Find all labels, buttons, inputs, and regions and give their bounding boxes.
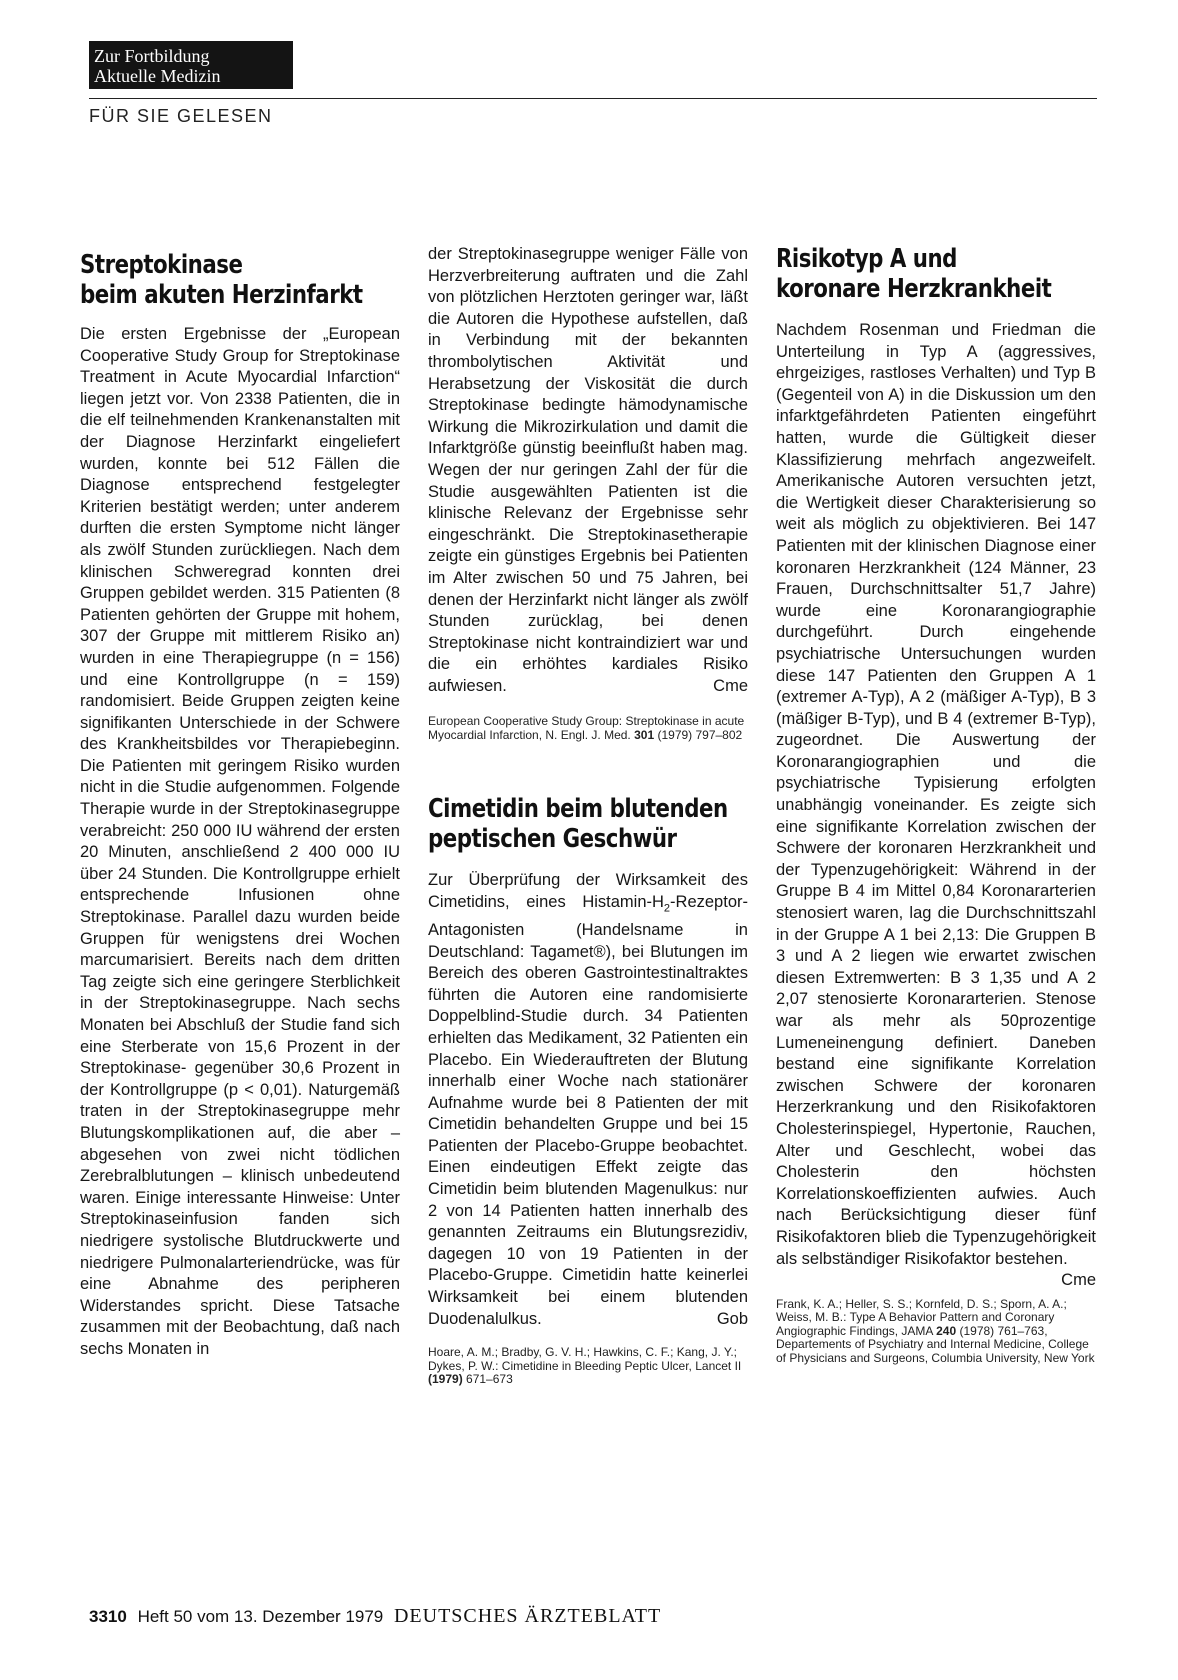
article1-reference-rest: (1979) 797–802 <box>657 727 743 742</box>
section-label-line2: Aktuelle Medizin <box>94 66 221 86</box>
article2-signature: Gob <box>716 1309 748 1328</box>
header-rule <box>89 98 1097 99</box>
article2-reference-volume: (1979) <box>428 1372 463 1387</box>
article2-body-before: Zur Überprüfung der Wirksamkeit des Cimetidins, eines Histamin-H <box>428 871 748 912</box>
article3-reference <box>776 1292 1096 1366</box>
article2-body <box>428 870 748 1330</box>
column-1 <box>80 250 400 1361</box>
article2-reference <box>428 1340 748 1387</box>
column-3 <box>776 244 1096 1365</box>
column-2 <box>428 244 748 1387</box>
article1-signature: Cme <box>713 676 748 695</box>
article3-title-line2: koronare Herzkrankheit <box>776 274 1052 304</box>
article2-reference-rest: 671–673 <box>466 1372 513 1387</box>
article3-reference-text: Frank, K. A.; Heller, S. S.; Kornfeld, D. S.; Sporn, A. A.; Weiss, M. B.: Type A Behavior Pattern and Coronary Angiographic Findings, JAMA <box>776 1296 1067 1338</box>
article3-signature: Cme <box>1061 1271 1096 1290</box>
article3-title <box>776 244 1052 310</box>
article3-reference-rest: (1978) 761–763, Departements of Psychiatry and Internal Medicine, College of Physicians and Surgeons, Columbia University, New York <box>776 1323 1095 1365</box>
article2-body-after: -Rezeptor-Antagonisten (Handelsname in Deutschland: Tagamet®), bei Blutungen im Bereich des oberen Gastrointestinaltraktes führten die Autoren eine randomisierte Doppelblind-Studie durch. 34 Patienten erhielten das Medikament, 32 Patienten ein Placebo. Ein Wiederauftreten der Blutung innerhalb einer Woche nach stationärer Aufnahme wurde bei 8 Patienten der mit Cimetidin behandelten Gruppe und bei 15 Patienten der Placebo-Gruppe beobachtet. Einen eindeutigen Effekt zeigte das Cimetidin beim blutenden Magenulkus: nur 2 von 14 Patienten hatten innerhalb des genannten Zeitraums ein Blutungsrezidiv, dagegen 10 von 19 Patienten in der Placebo-Gruppe. Cimetidin hatte keinerlei Wirksamkeit bei einem blutenden Duodenalulkus. <box>428 893 748 1328</box>
article2-title-line1: Cimetidin beim blutenden <box>428 794 728 825</box>
article1-title-line1: Streptokinase <box>80 250 243 280</box>
article3-title-line1: Risikotyp A und <box>776 244 957 274</box>
article3-body <box>776 320 1096 1290</box>
article1-body-part2 <box>428 244 748 697</box>
issue-info: Heft 50 vom 13. Dezember 1979 <box>137 1607 384 1626</box>
section-label-box <box>89 41 293 89</box>
article1-title-line2: beim akuten Herzinfarkt <box>80 280 363 310</box>
article3-reference-volume: 240 <box>936 1323 957 1338</box>
article2-reference-text: Hoare, A. M.; Bradby, G. V. H.; Hawkins, C. F.; Kang, J. Y.; Dykes, P. W.: Cimetidine in Bleeding Peptic Ulcer, Lancet II <box>428 1345 742 1373</box>
article2-body-subscript: 2 <box>663 902 671 915</box>
article2-title <box>428 794 728 860</box>
article1-body-part2-text: der Streptokinasegruppe weniger Fälle von Herzverbreiterung auftraten und die Zahl von plötzlichen Herztoten geringer war, läßt die Autoren die Hypothese aufstellen, daß in Verbindung mit der bekannten thrombolytischen Aktivität und Herabsetzung der Viskosität die durch Streptokinase bedingte hämodynamische Wirkung die Mikrozirkulation und damit die Infarktgröße günstig beeinflußt haben mag. Wegen der nur geringen Zahl der für die Studie ausgewählten Patienten ist die klinische Relevanz der Ergebnisse sehr eingeschränkt. Die Streptokinasetherapie zeigte ein günstiges Ergebnis bei Patienten im Alter zwischen 50 und 75 Jahren, bei denen der Herzinfarkt nicht länger als zwölf Stunden zurücklag, bei denen Streptokinase nicht kontraindiziert war und die ein erhöhtes kardiales Risiko aufwiesen. <box>428 245 748 695</box>
article1-reference-text: European Cooperative Study Group: Streptokinase in acute Myocardial Infarction, N. Engl. J. Med. <box>428 714 745 742</box>
journal-name: DEUTSCHES ÄRZTEBLATT <box>393 1605 662 1627</box>
page-footer <box>89 1605 661 1628</box>
article1-reference <box>428 707 748 742</box>
article3-body-text: Nachdem Rosenman und Friedman die Unterteilung in Typ A (aggressives, ehrgeiziges, rastloses Verhalten) und Typ B (Gegenteil von A) in die Diskussion um den infarktgefährdeten Patienten eingeführt hatten, wurde die Gültigkeit dieser Klassifizierung mehrfach angezweifelt. Amerikanische Autoren versuchten jetzt, die Wertigkeit dieser Charakterisierung so weit als möglich zu objektivieren. Bei 147 Patienten mit der klinischen Diagnose einer koronaren Herzkrankheit (124 Männer, 23 Frauen, Durchschnittsalter 51,7 Jahre) wurde eine Koronarangiographie durchgeführt. Durch eingehende psychiatrische Untersuchungen wurden diese 147 Patienten den Gruppen A 1 (extremer A-Typ), A 2 (mäßiger A-Typ), B 3 (mäßiger B-Typ), und B 4 (extremer B-Typ), zugeordnet. Die Auswertung der Koronarangiographien und die psychiatrische Typisierung erfolgten unabhängig voneinander. Es zeigte sich eine signifikante Korrelation zwischen der Schwere der koronaren Herzkrankheit und der Typenzugehörigkeit: Während in der Gruppe B 4 im Mittel 0,84 Koronararterien stenosiert waren, lag die Durchschnittszahl in der Gruppe A 1 bei 2,13: Die Gruppen B 3 und A 2 liegen wie erwartet zwischen diesen Extremwerten: B 3 1,35 und A 2 2,07 stenosierte Koronararterien. Stenose war als mehr als 50prozentige Lumeneinengung definiert. Daneben bestand eine signifikante Korrelation zwischen Schwere der koronaren Herzerkrankung und den Risikofaktoren Cholesterinspiegel, Hypertonie, Rauchen, Alter und Geschlecht, wobei das Cholesterin den höchsten Korrelationskoeffizienten aufwies. Auch nach Berücksichtigung dieser fünf Risikofaktoren blieb die Typenzugehörigkeit als selbständiger Risikofaktor bestehen. <box>776 321 1096 1268</box>
section-label-line1: Zur Fortbildung <box>94 46 210 66</box>
page-number: 3310 <box>89 1607 127 1626</box>
article1-reference-volume: 301 <box>634 727 655 742</box>
section-kicker: FÜR SIE GELESEN <box>89 106 273 126</box>
article1-body-part1: Die ersten Ergebnisse der „European Cooperative Study Group for Streptokinase Treatment in Acute Myocardial Infarction“ liegen jetzt vor. Von 2338 Patienten, die in die elf teilnehmenden Krankenanstalten mit der Diagnose Herzinfarkt eingeliefert wurden, konnte bei 512 Fällen die Diagnose entsprechend festgelegter Kriterien bestätigt werden; unter anderem durften die ersten Symptome nicht länger als zwölf Stunden zurückliegen. Nach dem klinischen Schweregrad konnten drei Gruppen gebildet werden. 315 Patienten (8 Patienten gehörten der Gruppe mit hohem, 307 der Gruppe mit mittlerem Risiko an) wurden in eine Therapiegruppe (n = 156) und eine Kontrollgruppe (n = 159) randomisiert. Beide Gruppen zeigten keine signifikanten Unterschiede in der Schwere des Krankheitsbildes vor Therapiebeginn. Die Patienten mit geringem Risiko wurden nicht in die Studie aufgenommen. Folgende Therapie wurde in der Streptokinasegruppe verabreicht: 250 000 IU während der ersten 20 Minuten, anschließend 2 400 000 IU über 24 Stunden. Die Kontrollgruppe erhielt entsprechende Infusionen ohne Streptokinase. Parallel dazu wurden beide Gruppen für wenigstens drei Wochen marcumarisiert. Bereits nach dem dritten Tag zeigte sich eine geringere Sterblichkeit in der Streptokinasegruppe. Nach sechs Monaten bei Abschluß der Studie fand sich eine Sterberate von 15,6 Prozent in der Streptokinase- gegenüber 30,6 Prozent in der Kontrollgruppe (p < 0,01). Naturgemäß traten in der Streptokinasegruppe mehr Blutungskomplikationen auf, die aber – abgesehen von zwei nicht tödlichen Zerebralblutungen – klinisch unbedeutend waren. Einige interessante Hinweise: Unter Streptokinaseinfusion fanden sich niedrigere systolische Blutdruckwerte und niedrigere Pulmonalarteriendrücke, was für eine Abnahme des peripheren Widerstandes spricht. Diese Tatsache zusammen mit der Beobachtung, daß nach sechs Monaten in <box>80 325 400 1358</box>
article1-title <box>80 250 363 312</box>
article2-title-line2: peptischen Geschwür <box>428 824 677 855</box>
